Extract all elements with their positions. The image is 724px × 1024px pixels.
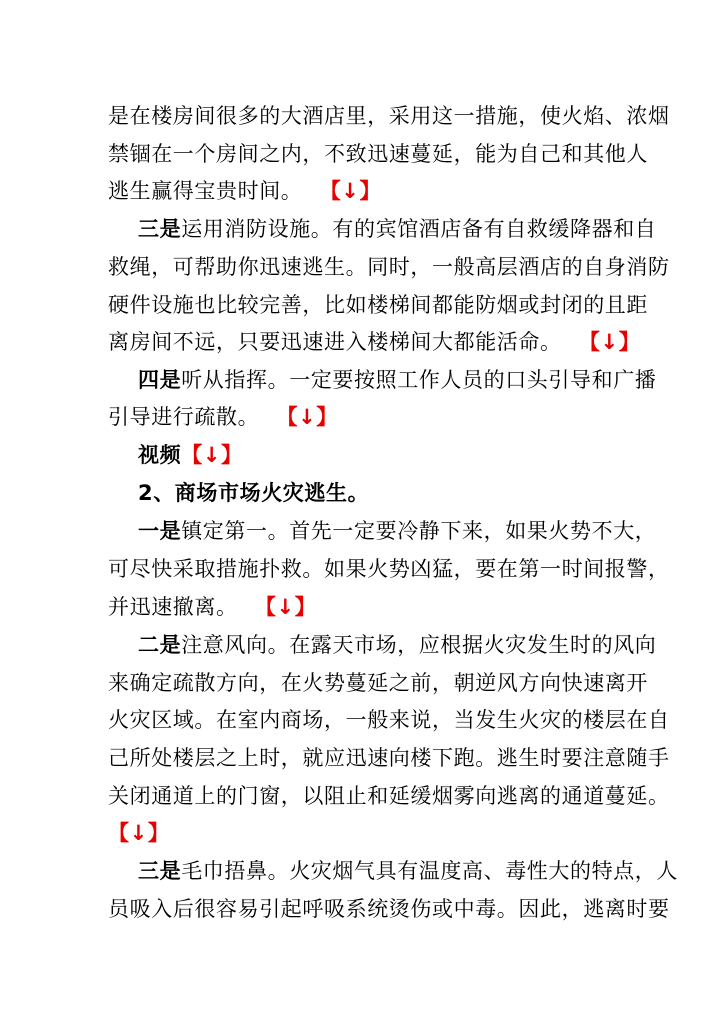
text-line <box>138 210 657 248</box>
paragraph-text: 听从指挥。一定要按照工作人员的口头引导和广播 <box>181 368 657 392</box>
text-line <box>138 474 624 512</box>
text-line <box>138 436 624 474</box>
paragraph-text: 来确定疏散方向，在火势蔓延之前，朝逆风方向快速离开 <box>108 671 648 695</box>
video-label: 视频 <box>138 443 182 467</box>
paragraph-text: 火灾区域。在室内商场，一般来说，当发生火灾的楼层在自 <box>108 708 670 732</box>
text-line <box>108 588 624 626</box>
paragraph-text: 关闭通道上的门窗，以阻止和延缓烟雾向逃离的通道蔓延。 <box>108 784 670 808</box>
text-line <box>138 852 679 890</box>
paragraph-text: 引导进行疏散。 <box>108 405 260 429</box>
arrow-down-icon: ↓ <box>202 443 222 467</box>
paragraph-heading: 三是 <box>138 217 182 241</box>
paragraph-text: 并迅速撤离。 <box>108 595 238 619</box>
text-line <box>108 398 624 436</box>
arrow-down-icon: ↓ <box>600 330 619 354</box>
arrow-down-icon: ↓ <box>298 405 317 429</box>
text-line <box>108 248 670 286</box>
paragraph-text: 毛巾捂鼻。火灾烟气具有温度高、毒性大的特点，人 <box>181 859 679 883</box>
paragraph-heading: 一是 <box>138 519 182 543</box>
text-line <box>108 777 670 815</box>
paragraph-heading: 二是 <box>138 633 182 657</box>
expand-marker[interactable]: 【↓】 <box>181 443 242 467</box>
arrow-down-icon: ↓ <box>276 595 295 619</box>
text-line <box>108 323 641 361</box>
text-line <box>108 701 670 739</box>
text-line <box>108 739 670 777</box>
paragraph-heading: 四是 <box>138 368 182 392</box>
text-line <box>108 286 648 324</box>
paragraph-text: 逃生赢得宝贵时间。 <box>108 179 303 203</box>
text-line <box>138 361 657 399</box>
text-line <box>138 626 657 664</box>
arrow-down-icon: ↓ <box>129 821 148 845</box>
arrow-down-icon: ↓ <box>341 179 360 203</box>
section-heading: 2、商场市场火灾逃生。 <box>138 481 370 505</box>
text-line <box>108 135 648 173</box>
text-line <box>108 664 648 702</box>
paragraph-text: 注意风向。在露天市场，应根据火灾发生时的风向 <box>181 633 657 657</box>
paragraph-text: 是在楼房间很多的大酒店里，采用这一措施，使火焰、浓烟 <box>108 104 670 128</box>
paragraph-text: 硬件设施也比较完善，比如楼梯间都能防烟或封闭的且距 <box>108 293 648 317</box>
paragraph-text: 己所处楼层之上时，就应迅速向楼下跑。逃生时要注意随手 <box>108 746 670 770</box>
expand-marker[interactable]: 【↓】 <box>108 821 169 845</box>
text-line <box>138 512 657 550</box>
paragraph-text: 员吸入后很容易引起呼吸系统烫伤或中毒。因此，逃离时要 <box>108 897 670 921</box>
paragraph-text: 镇定第一。首先一定要冷静下来，如果火势不大， <box>181 519 657 543</box>
expand-marker[interactable]: 【↓】 <box>320 179 381 203</box>
text-line <box>108 172 624 210</box>
paragraph-text: 运用消防设施。有的宾馆酒店备有自救缓降器和自 <box>181 217 657 241</box>
expand-marker[interactable]: 【↓】 <box>276 405 337 429</box>
paragraph-text: 救绳，可帮助你迅速逃生。同时，一般高层酒店的自身消防 <box>108 255 670 279</box>
text-line <box>108 890 670 928</box>
text-line <box>108 550 670 588</box>
expand-marker[interactable]: 【↓】 <box>579 330 640 354</box>
expand-marker[interactable]: 【↓】 <box>255 595 316 619</box>
paragraph-text: 可尽快采取措施扑救。如果火势凶猛，要在第一时间报警， <box>108 557 670 581</box>
paragraph-text: 禁锢在一个房间之内，不致迅速蔓延，能为自己和其他人 <box>108 142 648 166</box>
paragraph-text: 离房间不远，只要迅速进入楼梯间大都能活命。 <box>108 330 562 354</box>
text-line <box>108 814 624 852</box>
text-line <box>108 97 670 135</box>
paragraph-heading: 三是 <box>138 859 182 883</box>
